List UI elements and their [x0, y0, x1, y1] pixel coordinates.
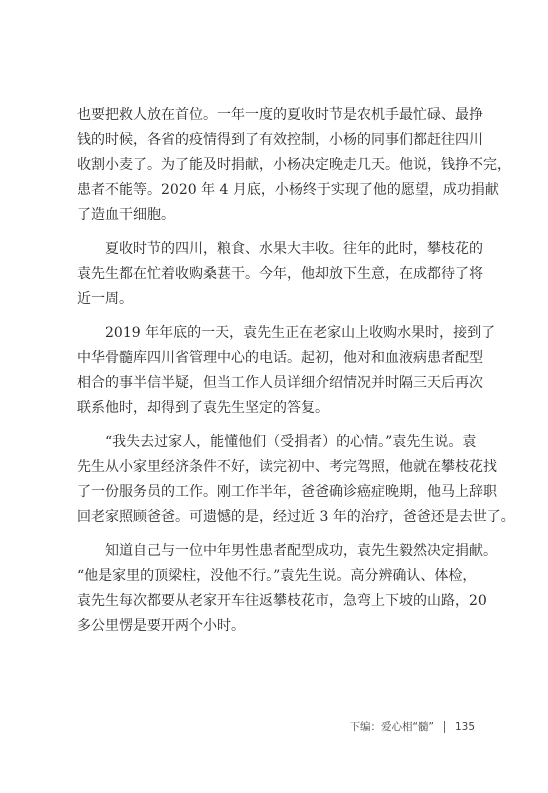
text-line: 回老家照顾爸爸。可遗憾的是，经过近 3 年的治疗，爸爸还是去世了。: [77, 509, 515, 525]
page-number: 135: [454, 721, 475, 733]
text-line: 了造血干细胞。: [77, 207, 175, 223]
text-line: 联系他时，却得到了袁先生坚定的答复。: [77, 400, 329, 416]
paragraph: [77, 237, 483, 312]
paragraph: [77, 321, 496, 421]
footer-divider: [444, 721, 445, 733]
paragraph: [77, 539, 497, 639]
text-line: “我失去过家人，能懂他们（受捐者）的心情。”袁先生说。袁: [105, 434, 477, 450]
text-line: 收割小麦了。为了能及时捐献，小杨决定晚走几天。他说，钱挣不完，: [77, 157, 511, 173]
text-line: 了一份服务员的工作。刚工作半年，爸爸确诊癌症晚期，他马上辞职: [77, 484, 497, 500]
paragraph: [77, 430, 515, 530]
text-line: 中华骨髓库四川省管理中心的电话。起初，他对和血液病患者配型: [77, 350, 483, 366]
text-line: “他是家里的顶梁柱，没他不行。”袁先生说。高分辨确认、体检，: [77, 568, 477, 584]
paragraph-gap: [77, 421, 473, 430]
text-line: 先生从小家里经济条件不好，读完初中、考完驾照，他就在攀枝花找: [77, 459, 497, 475]
text-line: 患者不能等。2020 年 4 月底，小杨终于实现了他的愿望，成功捐献: [77, 182, 499, 198]
text-line: 也要把救人放在首位。一年一度的夏收时节是农机手最忙碌、最挣: [77, 107, 483, 123]
text-line: 袁先生每次都要从老家开车往返攀枝花市，急弯上下坡的山路，20: [77, 593, 487, 609]
paragraph-gap: [77, 312, 473, 321]
paragraph-gap: [77, 228, 473, 237]
text-line: 知道自己与一位中年男性患者配型成功，袁先生毅然决定捐献。: [105, 543, 497, 559]
paragraph: [77, 103, 511, 228]
text-line: 近一周。: [77, 291, 133, 307]
text-line: 袁先生都在忙着收购桑葚干。今年，他却放下生意，在成都待了将: [77, 266, 483, 282]
text-line: 2019 年年底的一天，袁先生正在老家山上收购水果时，接到了: [105, 325, 496, 341]
page-footer: [350, 719, 475, 735]
running-section-title: 下编：爱心相“髓”: [349, 721, 434, 733]
text-line: 夏收时节的四川，粮食、水果大丰收。往年的此时，攀枝花的: [105, 241, 483, 257]
text-line: 钱的时候，各省的疫情得到了有效控制，小杨的同事们都赶往四川: [77, 132, 483, 148]
text-line: 多公里愣是要开两个小时。: [77, 618, 245, 634]
text-line: 相合的事半信半疑，但当工作人员详细介绍情况并时隔三天后再次: [77, 375, 483, 391]
paragraph-gap: [77, 530, 473, 539]
body-text: [77, 103, 515, 639]
